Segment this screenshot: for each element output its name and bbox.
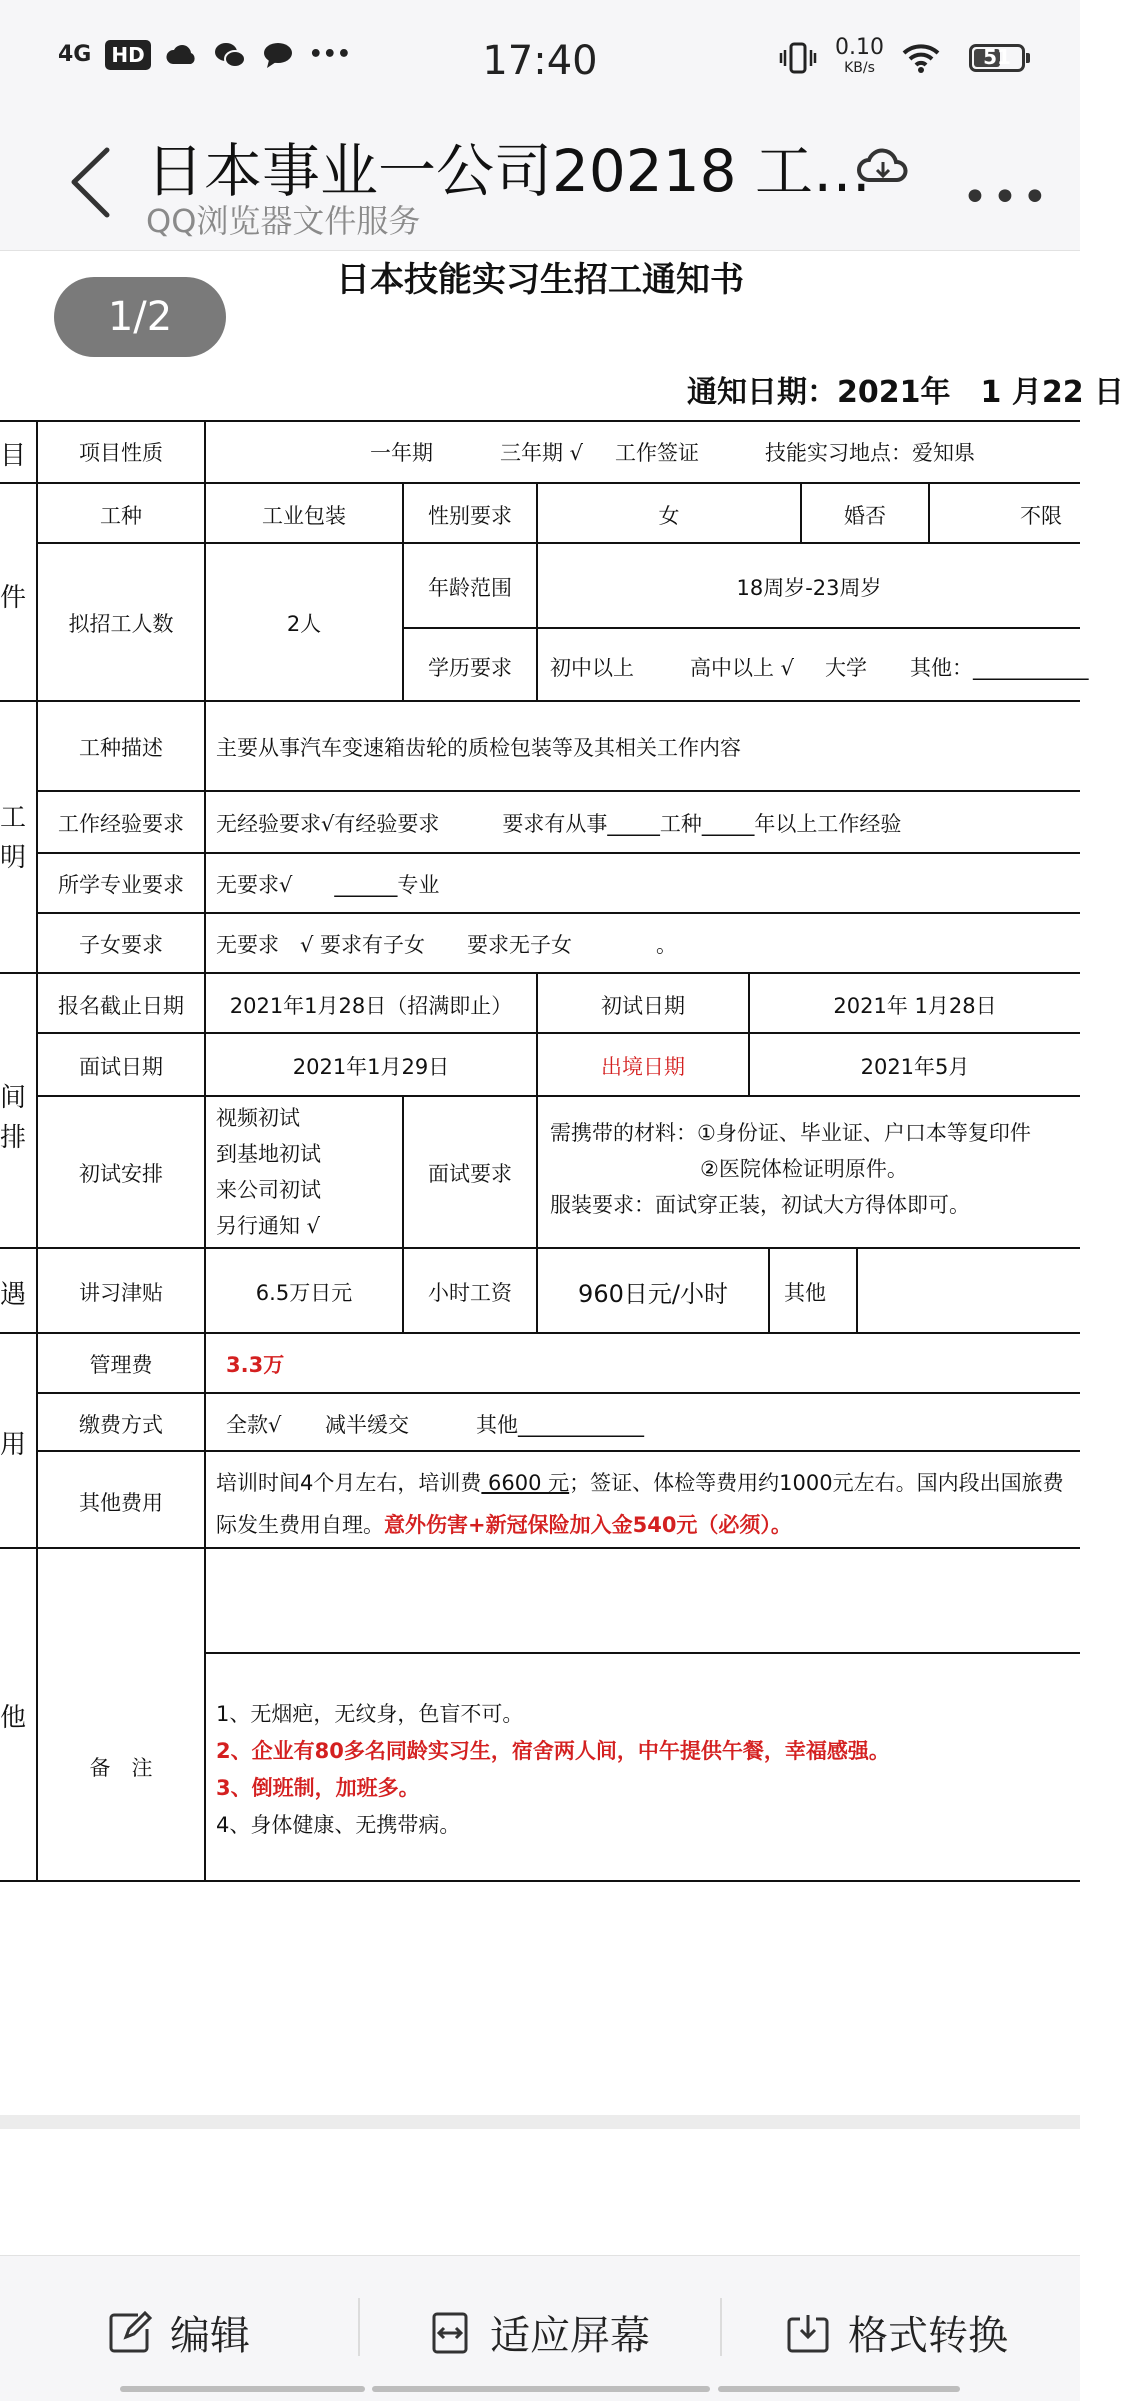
major-label: 所学专业要求 <box>58 873 184 897</box>
headcount-label: 拟招工人数 <box>68 612 174 636</box>
allowance-value: 6.5万日元 <box>255 1281 353 1305</box>
net-speed: 0.10 KB/s <box>835 35 884 76</box>
more-notifications-icon: ••• <box>308 42 351 67</box>
age-value: 18周岁-23周岁 <box>736 576 882 600</box>
interview-req-line3: 服装要求：面试穿正装，初试大方得体即可。 <box>550 1193 970 1217</box>
title-bar <box>0 110 1080 251</box>
more-menu-button[interactable]: ••• <box>962 172 1052 223</box>
job-desc-value: 主要从事汽车变速箱齿轮的质检包装等及其相关工作内容 <box>216 736 741 760</box>
payment-opt-other: 其他____________ <box>476 1413 644 1437</box>
arrange-opt-base: 到基地初试 <box>216 1142 321 1166</box>
file-source: QQ浏览器文件服务 <box>146 202 421 240</box>
other-fees-line1: 培训时间4个月左右，培训费 6600 元；签证、体检等费用约1000元左右。国内段出国旅费 <box>216 1471 1064 1495</box>
first-interview-date-label: 初试日期 <box>601 994 685 1018</box>
first-interview-arrange-label: 初试安排 <box>79 1162 163 1186</box>
other-label: 其他 <box>784 1281 826 1305</box>
edit-button[interactable]: 编辑 <box>108 2304 250 2361</box>
remark-4: 4、身体健康、无携带病。 <box>216 1813 461 1837</box>
payment-opt-half: 减半缓交 <box>325 1413 409 1437</box>
mgmt-fee-value: 3.3万 <box>226 1353 285 1377</box>
interview-date-label: 面试日期 <box>79 1055 163 1079</box>
age-label: 年龄范围 <box>428 576 512 600</box>
remarks-label: 备 注 <box>89 1756 153 1780</box>
gender-label: 性别要求 <box>428 504 512 528</box>
file-title: 日本事业一公司20218 工… <box>146 137 871 205</box>
other-fees-line2: 际发生费用自理。意外伤害+新冠保险加入金540元（必须）。 <box>216 1513 792 1537</box>
hourly-wage-value: 960日元/小时 <box>578 1280 728 1308</box>
headcount-value: 2人 <box>286 612 322 636</box>
education-label: 学历要求 <box>428 656 512 680</box>
side-label: 件 <box>0 583 27 613</box>
nav-bar-segment <box>372 2386 710 2392</box>
document-view[interactable] <box>0 252 1124 2112</box>
project-option-visa: 工作签证 <box>615 441 699 465</box>
allowance-label: 讲习津贴 <box>79 1281 163 1305</box>
edit-icon <box>108 2311 152 2355</box>
children-value: 无要求 √ 要求有子女 要求无子女 。 <box>216 933 678 957</box>
children-label: 子女要求 <box>79 933 163 957</box>
hd-badge: HD <box>105 40 150 70</box>
fit-screen-button[interactable]: 适应屏幕 <box>428 2304 650 2361</box>
arrange-opt-video: 视频初试 <box>216 1106 300 1130</box>
experience-label: 工作经验要求 <box>58 812 184 836</box>
side-label: 目 <box>0 441 27 471</box>
side-label: 间 <box>0 1083 27 1113</box>
nav-bar-segment <box>120 2386 365 2392</box>
gender-value: 女 <box>658 504 680 528</box>
page-indicator: 1/2 <box>54 277 226 357</box>
interview-req-line1: 需携带的材料：①身份证、毕业证、户口本等复印件 <box>550 1121 1031 1145</box>
remark-2: 2、企业有80多名同龄实习生，宿舍两人间，中午提供午餐，幸福感强。 <box>216 1739 890 1763</box>
nav-bar-segment <box>718 2386 960 2392</box>
back-arrow-icon[interactable] <box>62 145 122 220</box>
departure-value: 2021年5月 <box>860 1055 970 1079</box>
job-type-value: 工业包装 <box>262 504 346 528</box>
project-option-1yr: 一年期 <box>370 441 433 465</box>
arrange-opt-company: 来公司初试 <box>216 1178 321 1202</box>
status-bar <box>0 0 1080 110</box>
remark-1: 1、无烟疤，无纹身，色盲不可。 <box>216 1702 524 1726</box>
page-divider <box>0 2115 1080 2129</box>
major-value: 无要求√ ______专业 <box>216 873 440 897</box>
arrange-opt-notify: 另行通知 √ <box>216 1214 321 1238</box>
notice-date: 通知日期：2021年 1 月22 日 <box>687 375 1124 410</box>
job-desc-label: 工种描述 <box>79 736 163 760</box>
mgmt-fee-label: 管理费 <box>89 1353 153 1377</box>
project-nature-label: 项目性质 <box>79 441 163 465</box>
marriage-value: 不限 <box>1020 504 1062 528</box>
battery-icon: 51 <box>969 44 1025 72</box>
fit-screen-icon <box>428 2311 472 2355</box>
hourly-wage-label: 小时工资 <box>428 1281 512 1305</box>
remark-3: 3、倒班制，加班多。 <box>216 1776 420 1800</box>
clock: 17:40 <box>482 38 598 84</box>
vibrate-icon <box>779 42 817 74</box>
format-convert-button[interactable]: 格式转换 <box>786 2304 1008 2361</box>
payment-opt-full: 全款√ <box>226 1413 282 1437</box>
first-interview-date-value: 2021年 1月28日 <box>833 994 997 1018</box>
other-fees-label: 其他费用 <box>79 1491 163 1515</box>
education-opt-university: 大学 <box>825 656 867 680</box>
interview-req-line2: ②医院体检证明原件。 <box>700 1157 908 1181</box>
experience-value: 无经验要求√有经验要求 要求有从事_____工种_____年以上工作经验 <box>216 812 902 836</box>
format-convert-icon <box>786 2311 830 2355</box>
document-title: 日本技能实习生招工通知书 <box>336 260 744 300</box>
departure-label: 出境日期 <box>601 1055 685 1079</box>
side-label: 他 <box>0 1703 27 1733</box>
education-opt-junior: 初中以上 <box>550 656 634 680</box>
cloud-save-icon[interactable] <box>855 140 911 190</box>
deadline-label: 报名截止日期 <box>58 994 184 1018</box>
side-label: 明 <box>0 843 27 873</box>
project-option-3yr: 三年期 √ <box>500 441 584 465</box>
marriage-label: 婚否 <box>844 504 886 528</box>
training-location: 技能实习地点：爱知県 <box>765 441 975 465</box>
wifi-icon <box>902 43 940 73</box>
side-label: 遇 <box>0 1280 27 1310</box>
side-label: 排 <box>0 1123 27 1153</box>
interview-date-value: 2021年1月29日 <box>292 1055 450 1079</box>
education-opt-other: 其他：___________ <box>910 656 1089 680</box>
signal-indicator: 4G <box>58 42 92 67</box>
bottom-toolbar <box>0 2255 1080 2401</box>
deadline-value: 2021年1月28日（招满即止） <box>229 994 513 1018</box>
side-label: 用 <box>0 1430 27 1460</box>
side-label: 工 <box>0 803 27 833</box>
interview-req-label: 面试要求 <box>428 1162 512 1186</box>
payment-label: 缴费方式 <box>79 1413 163 1437</box>
education-opt-senior: 高中以上 √ <box>690 656 795 680</box>
job-type-label: 工种 <box>100 504 142 528</box>
